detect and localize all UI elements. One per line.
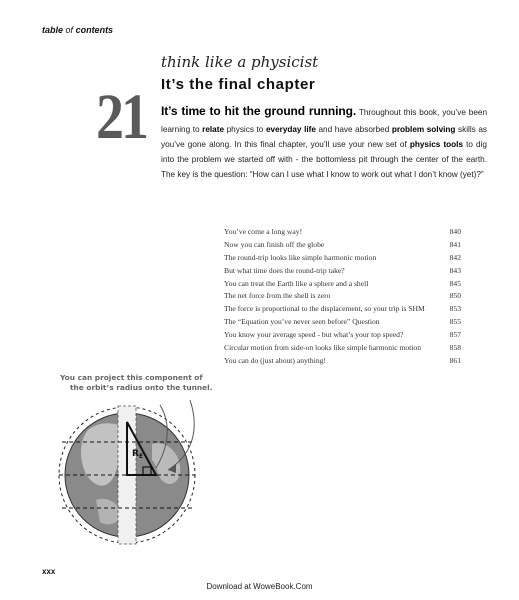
intro-text: and have absorbed bbox=[315, 124, 392, 134]
header-of: of bbox=[65, 25, 74, 35]
radius-label-main: R bbox=[132, 449, 139, 459]
intro-text: physics to bbox=[224, 124, 266, 134]
chapter-number: 21 bbox=[96, 81, 146, 153]
toc-entry[interactable] bbox=[224, 226, 461, 239]
toc-entry[interactable] bbox=[224, 239, 461, 252]
toc-entry[interactable] bbox=[224, 355, 461, 368]
radius-label-sub: E bbox=[138, 453, 144, 460]
toc-title: Now you can finish off the globe bbox=[224, 239, 325, 249]
running-header bbox=[42, 25, 113, 35]
toc-title: You can do (just about) anything! bbox=[224, 355, 326, 365]
toc-title: But what time does the round-trip take? bbox=[224, 265, 345, 275]
toc-title: The net force from the shell is zero bbox=[224, 291, 331, 301]
toc-entry[interactable] bbox=[224, 342, 461, 355]
toc-page: 842 bbox=[449, 252, 461, 262]
callout-line1: You can project this component of bbox=[60, 373, 203, 382]
toc-page: 850 bbox=[449, 291, 461, 301]
globe-icon bbox=[59, 400, 195, 544]
toc-title: The round-trip looks like simple harmonic motion bbox=[224, 252, 377, 262]
toc-title: You’ve come a long way! bbox=[224, 227, 303, 236]
toc-entry[interactable] bbox=[224, 329, 461, 342]
header-contents: contents bbox=[75, 25, 114, 35]
toc-entry[interactable] bbox=[224, 303, 461, 316]
toc-page: 858 bbox=[449, 343, 461, 353]
globe-figure bbox=[40, 370, 240, 545]
toc-entry[interactable] bbox=[224, 265, 461, 278]
toc-page: 841 bbox=[449, 239, 461, 249]
toc-title: You can treat the Earth like a sphere and a shell bbox=[224, 278, 369, 288]
intro-text: skills as you’ve gone along. In this final chapter, you’ll use your new set of bbox=[161, 124, 488, 149]
toc-page: 843 bbox=[449, 265, 461, 275]
toc-title: You know your average speed - but what’s your top speed? bbox=[224, 330, 404, 340]
intro-lead: It’s time to hit the ground running. bbox=[161, 104, 357, 118]
header-table: table bbox=[42, 25, 64, 35]
intro-bold: physics tools bbox=[409, 139, 464, 149]
download-credit: Download at WoweBook.Com bbox=[206, 582, 313, 591]
toc-entry[interactable] bbox=[224, 278, 461, 291]
callout-line2: the orbit’s radius onto the tunnel. bbox=[70, 383, 213, 392]
toc-title: The force is proportional to the displacement, so your trip is SHM bbox=[224, 304, 425, 314]
toc-page: 855 bbox=[449, 317, 461, 327]
intro-text: to dig into the problem we started off with - the bottomless pit through the center of the earth. The key is the question: “How can I use what I know to work out what I don’t know (yet)?” bbox=[161, 139, 487, 179]
toc-title: Circular motion from side-on looks like simple harmonic motion bbox=[224, 343, 421, 353]
toc-entry[interactable] bbox=[224, 290, 461, 303]
toc-page: 853 bbox=[449, 304, 461, 314]
toc-page: 845 bbox=[449, 278, 461, 288]
toc-entry[interactable] bbox=[224, 252, 461, 265]
chapter-kicker: think like a physicist bbox=[161, 53, 319, 71]
toc-entry[interactable] bbox=[224, 316, 461, 329]
intro-text: Throughout this book, you’ve been learning to bbox=[161, 108, 487, 134]
toc-page: 857 bbox=[449, 330, 461, 340]
chapter-title: It’s the final chapter bbox=[161, 76, 316, 93]
intro-bold: everyday life bbox=[265, 124, 316, 134]
intro-bold: problem solving bbox=[391, 124, 456, 134]
toc-page: 861 bbox=[449, 355, 461, 365]
toc-page: 840 bbox=[449, 227, 461, 236]
toc-list bbox=[224, 226, 461, 368]
chapter-intro bbox=[161, 101, 487, 183]
toc-title: The “Equation you’ve never seen before” Question bbox=[224, 317, 380, 327]
intro-bold: relate bbox=[202, 124, 225, 134]
page-number: xxx bbox=[42, 567, 56, 576]
